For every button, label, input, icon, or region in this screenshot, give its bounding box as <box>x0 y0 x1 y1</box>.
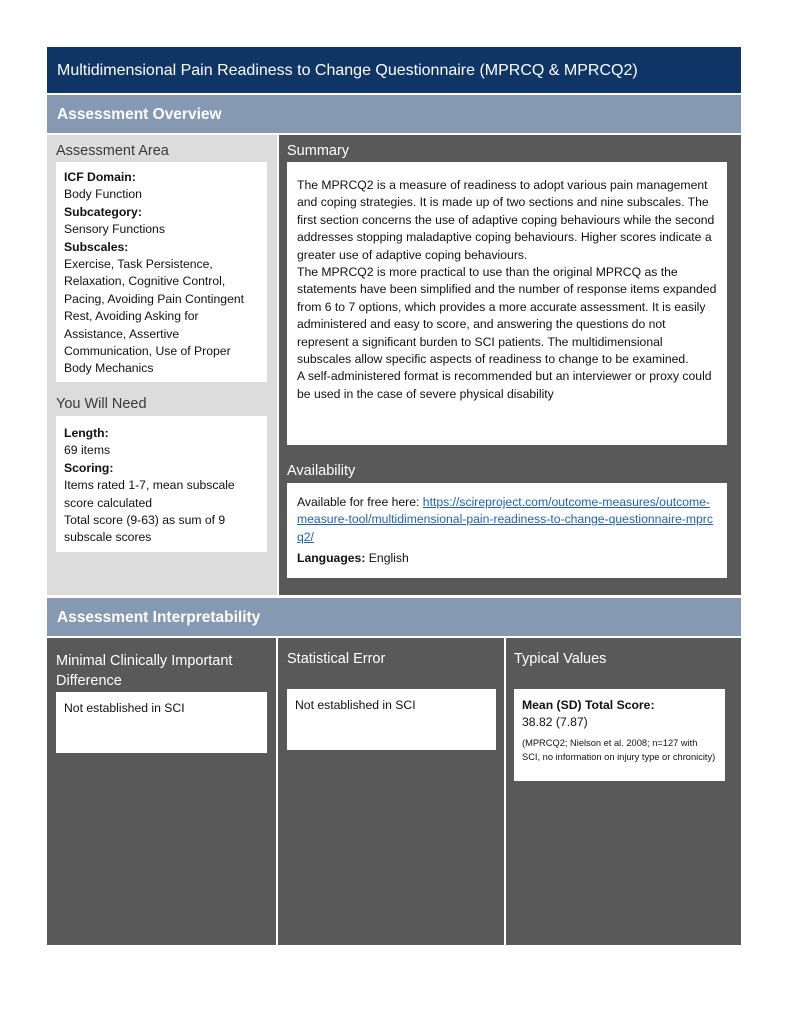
subscales-value: Exercise, Task Persistence, Relaxation, Cognitive Control, Pacing, Avoiding Pain Contingent Rest, Avoiding Asking for Assistance, Assertive Communication, Use of Proper Body Mechanics <box>64 257 245 376</box>
availability-card <box>287 483 727 578</box>
scoring-line-2: Total score (9-63) as sum of 9 subscale scores <box>64 513 226 545</box>
section-header-overview: Assessment Overview <box>47 95 741 133</box>
you-will-need-card <box>56 416 267 552</box>
typical-values-label: Mean (SD) Total Score: <box>522 698 655 712</box>
subscales-label: Subscales: <box>64 239 129 254</box>
assessment-area-card <box>56 162 267 382</box>
statistical-error-card <box>287 689 496 750</box>
summary-paragraph-3: A self-administered format is recommended but an interviewer or proxy could be used in the case of severe physical disability <box>297 369 712 401</box>
typical-values-heading: Typical Values <box>514 651 607 667</box>
statistical-error-heading: Statistical Error <box>287 651 386 667</box>
length-value: 69 items <box>64 443 111 458</box>
summary-paragraph-1: The MPRCQ2 is a measure of readiness to adopt various pain management and coping strategies. It is made up of two sections and nine subscales. The first section concerns the use of adaptive coping behaviours while the second addresses stopping maladaptive coping behaviours. Higher scores indicate a greater use of adaptive coping behaviours. <box>297 178 715 262</box>
languages-value: English <box>365 551 409 566</box>
assessment-area-heading: Assessment Area <box>56 143 169 159</box>
subcategory-value: Sensory Functions <box>64 222 165 237</box>
summary-heading: Summary <box>287 143 350 159</box>
availability-intro: Available for free here: <box>297 495 423 509</box>
icf-domain-label: ICF Domain: <box>64 170 136 184</box>
page-title: Multidimensional Pain Readiness to Change Questionnaire (MPRCQ & MPRCQ2) <box>47 47 741 93</box>
length-label: Length: <box>64 426 109 440</box>
summary-card <box>287 162 727 445</box>
mcid-heading: Minimal Clinically Important Difference <box>56 653 233 689</box>
availability-link[interactable]: https://scireproject.com/outcome-measures/outcome-measure-tool/multidimensional-pain-readiness-to-change-questionnaire-mprcq2/ <box>297 495 713 544</box>
scoring-line-1: Items rated 1-7, mean subscale score calculated <box>64 478 235 510</box>
typical-values-note: (MPRCQ2; Nielson et al. 2008; n=127 with SCI, no information on injury type or chronicity) <box>522 737 716 762</box>
mcid-value: Not established in SCI <box>64 701 185 715</box>
icf-domain-value: Body Function <box>64 187 142 202</box>
typical-values-value: 38.82 (7.87) <box>522 715 588 730</box>
scoring-label: Scoring: <box>64 460 114 475</box>
availability-heading: Availability <box>287 463 356 479</box>
mcid-card <box>56 692 267 753</box>
you-will-need-heading: You Will Need <box>56 396 147 412</box>
statistical-error-panel <box>278 638 504 945</box>
languages-label: Languages: <box>297 551 366 566</box>
subcategory-label: Subcategory: <box>64 204 142 219</box>
typical-values-panel <box>506 638 741 945</box>
section-header-interpretability: Assessment Interpretability <box>47 598 741 636</box>
summary-paragraph-2: The MPRCQ2 is more practical to use than the original MPRCQ as the statements have been simplified and the number of response items expanded from 6 to 7 options, which provides a more accurate assessment. It is easily administered and easy to score, and answering the questions do not represent a significant burden to SCI patients. The multidimensional subscales allow specific aspects of readiness to change to be examined. <box>297 265 717 367</box>
statistical-error-value: Not established in SCI <box>295 698 416 712</box>
typical-values-card <box>514 689 725 781</box>
